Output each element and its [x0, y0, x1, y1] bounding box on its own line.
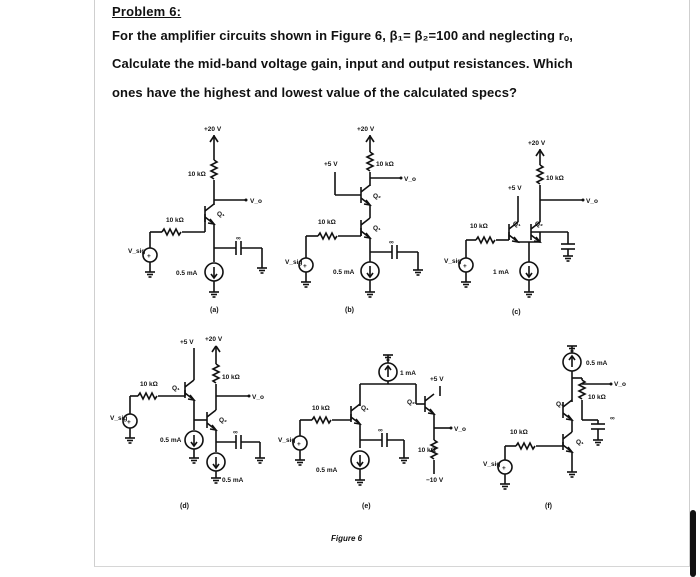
figure-caption: Figure 6 [331, 534, 363, 543]
label-c-i: 1 mA [493, 269, 509, 276]
label-d-vo: V_o [252, 394, 264, 401]
label-d-vcc: +20 V [205, 336, 223, 343]
label-e-rsig: 10 kΩ [312, 405, 330, 412]
label-f-cinf: ∞ [610, 415, 615, 422]
label-c-vb: +5 V [508, 185, 522, 192]
label-f-r: 10 kΩ [588, 394, 606, 401]
label-a-q1: Q₁ [217, 211, 225, 218]
caption-d: (d) [180, 503, 189, 510]
label-d-rsig: 10 kΩ [140, 381, 158, 388]
caption-a: (a) [210, 307, 219, 314]
label-e-vee: −10 V [426, 477, 444, 484]
label-e-i1: 1 mA [400, 370, 416, 377]
label-e-q2: Q₂ [407, 399, 415, 406]
label-c-rsig: 10 kΩ [470, 223, 488, 230]
label-f-vsig: V_sig [483, 461, 501, 468]
label-a-cinf: ∞ [236, 235, 241, 242]
label-f-i: 0.5 mA [586, 360, 608, 367]
label-c-q2: Q₂ [535, 221, 543, 228]
label-a-i: 0.5 mA [176, 270, 198, 277]
circuit-a [128, 126, 267, 314]
label-e-vb: +5 V [430, 376, 444, 383]
problem-heading: Problem 6: [112, 4, 182, 19]
problem-line-1: For the amplifier circuits shown in Figure 6, β₁= β₂=100 and neglecting rₒ, [112, 28, 574, 43]
label-b-rsig: 10 kΩ [318, 219, 336, 226]
caption-e: (e) [362, 503, 371, 510]
label-d-rc: 10 kΩ [222, 374, 240, 381]
label-f-rsig: 10 kΩ [510, 429, 528, 436]
label-d-cinf: ∞ [233, 429, 238, 436]
label-b-i: 0.5 mA [333, 269, 355, 276]
label-b-q2: Q₂ [373, 193, 381, 200]
label-a-rc: 10 kΩ [188, 171, 206, 178]
label-d-vb: +5 V [180, 339, 194, 346]
label-c-rc: 10 kΩ [546, 175, 564, 182]
label-d-vsig: V_sig [110, 415, 128, 422]
label-e-cinf: ∞ [378, 427, 383, 434]
label-f-vo: V_o [614, 381, 626, 388]
label-d-i2: 0.5 mA [222, 477, 244, 484]
circuit-c [444, 140, 598, 316]
label-d-i1: 0.5 mA [160, 437, 182, 444]
circuit-d [110, 336, 265, 510]
caption-c: (c) [512, 309, 521, 316]
problem-line-3: ones have the highest and lowest value of the calculated specs? [112, 85, 518, 100]
label-e-re: 10 kΩ [418, 447, 436, 454]
label-b-q1: Q₁ [373, 225, 381, 232]
circuit-b [285, 126, 423, 314]
circuit-e [278, 355, 466, 510]
label-d-q2: Q₂ [219, 417, 227, 424]
label-f-q1: Q₁ [576, 439, 584, 446]
label-c-vsig: V_sig [444, 258, 462, 265]
label-f-q2: Q₂ [556, 401, 564, 408]
label-b-rc: 10 kΩ [376, 161, 394, 168]
label-e-i2: 0.5 mA [316, 467, 338, 474]
label-e-vo: V_o [454, 426, 466, 433]
label-b-vb2: +5 V [324, 161, 338, 168]
label-b-cinf: ∞ [389, 239, 394, 246]
label-b-vo: V_o [404, 176, 416, 183]
label-e-q1: Q₁ [361, 405, 369, 412]
label-c-q1: Q₁ [513, 221, 521, 228]
label-a-vo: V_o [250, 198, 262, 205]
circuit-f [483, 346, 626, 510]
label-b-vsig: V_sig [285, 259, 303, 266]
label-a-vsig: V_sig [128, 248, 146, 255]
caption-b: (b) [345, 307, 354, 314]
label-c-vcc: +20 V [528, 140, 546, 147]
label-b-vcc: +20 V [357, 126, 375, 133]
label-a-vcc: +20 V [204, 126, 222, 133]
problem-line-2: Calculate the mid-band voltage gain, input and output resistances. Which [112, 56, 573, 71]
label-e-vsig: V_sig [278, 437, 296, 444]
label-d-q1: Q₁ [172, 385, 180, 392]
caption-f: (f) [545, 503, 552, 510]
label-c-vo: V_o [586, 198, 598, 205]
label-a-rsig: 10 kΩ [166, 217, 184, 224]
